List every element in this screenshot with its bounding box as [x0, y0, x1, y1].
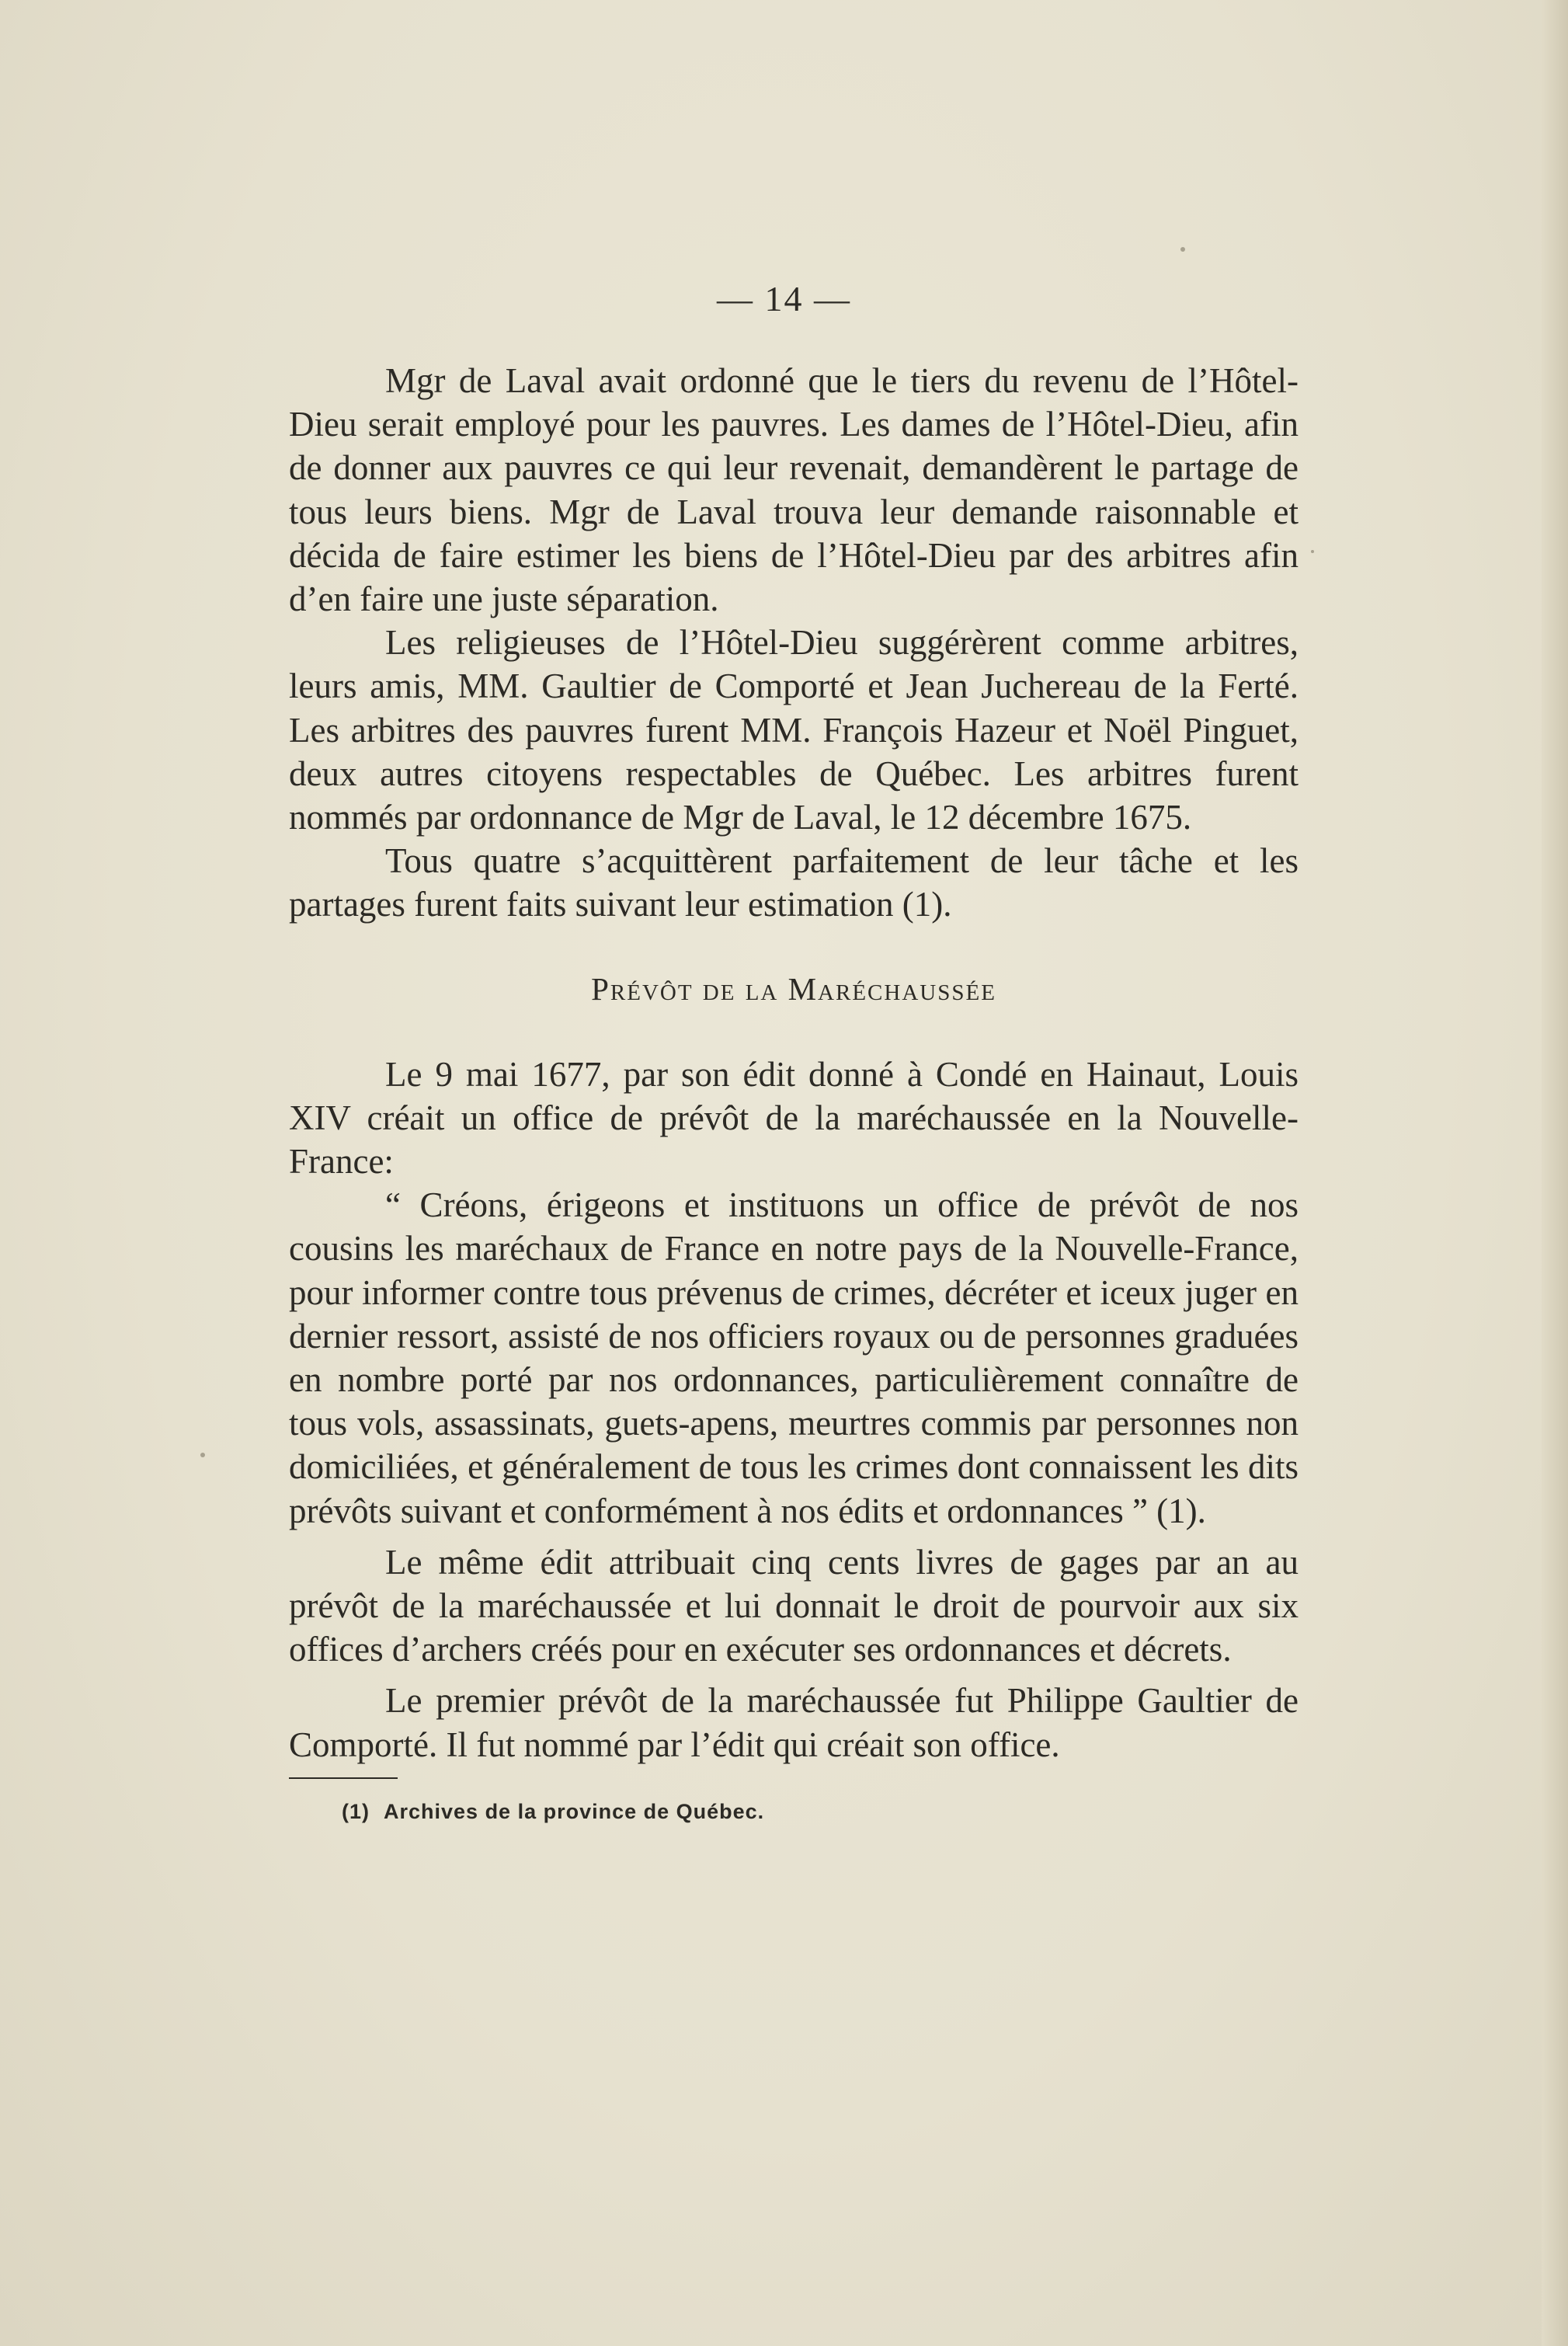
footnote-mark: (1)	[342, 1799, 370, 1823]
paper-speck	[200, 1453, 205, 1457]
paper-speck	[1311, 550, 1314, 553]
footnote-rule	[289, 1777, 398, 1779]
paragraph-1: Mgr de Laval avait ordonné que le tiers du revenu de l’Hôtel-Dieu serait employé pour les pauvres. Les dames de l’Hôtel-Dieu, afin de donner aux pauvres ce qui leur revenait, demandèrent le partage de tous leurs biens. Mgr de Laval trouva leur demande raisonnable et décida de faire estimer les biens de l’Hôtel-Dieu par des arbitres afin d’en faire une juste séparation.	[289, 361, 1299, 619]
page-number: — 14 —	[717, 279, 851, 318]
paragraph-2: Les religieuses de l’Hôtel-Dieu suggérèrent comme arbitres, leurs amis, MM. Gaultier de Comporté et Jean Juchereau de la Ferté. Les arbitres des pauvres furent MM. François Hazeur et Noël Pinguet, deux autres citoyens respectables de Québec. Les arbitres furent nommés par ordonnance de Mgr de Laval, le 12 décembre 1675.	[289, 623, 1299, 837]
page-edge-shadow	[1542, 0, 1568, 2346]
footnote	[342, 1798, 1299, 1826]
section-paragraph-4: Le premier prévôt de la maréchaussée fut Philippe Gaultier de Comporté. Il fut nommé par l’édit qui créait son office.	[289, 1681, 1299, 1764]
section-paragraph-3: Le même édit attribuait cinq cents livres de gages par an au prévôt de la maréchaussée et lui donnait le droit de pourvoir aux six offices d’archers créés pour en exécuter ses ordonnances et décrets.	[289, 1542, 1299, 1669]
body-text	[289, 359, 1299, 1826]
paper-speck	[1180, 247, 1185, 252]
footnote-text: Archives de la province de Québec.	[384, 1799, 765, 1823]
paragraph-3: Tous quatre s’acquittèrent parfaitement de leur tâche et les partages furent faits suivant leur estimation (1).	[289, 841, 1299, 924]
section-paragraph-quote: “ Créons, érigeons et instituons un office de prévôt de nos cousins les maréchaux de France en notre pays de la Nouvelle-France, pour informer contre tous prévenus de crimes, décréter et iceux juger en dernier ressort, assisté de nos officiers royaux ou de personnes graduées en nombre porté par nos ordonnances, particulièrement connaître de tous vols, assassinats, guets-apens, meurtres commis par personnes non domiciliées, et généralement de tous les crimes dont connaissent les dits prévôts suivant et conformément à nos édits et ordonnances ” (1).	[289, 1185, 1299, 1530]
section-paragraph-1: Le 9 mai 1677, par son édit donné à Condé en Hainaut, Louis XIV créait un office de prévôt de la maréchaussée en la Nouvelle-France:	[289, 1054, 1299, 1182]
section-heading: Prévôt de la Maréchaussée	[591, 970, 996, 1007]
